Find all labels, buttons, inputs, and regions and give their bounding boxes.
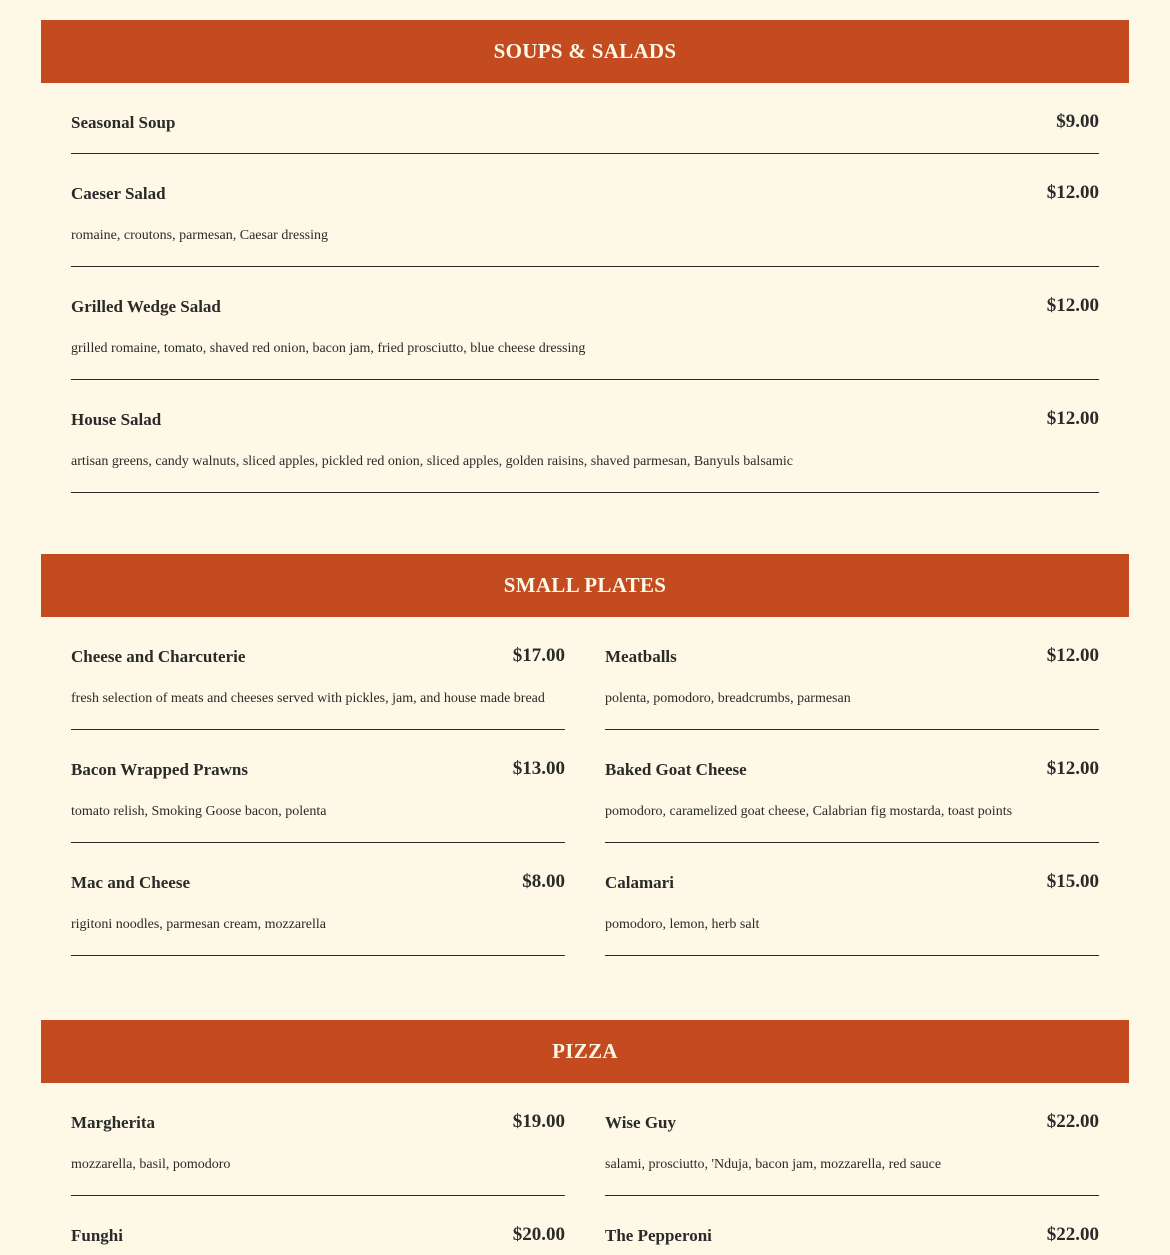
menu-item-funghi bbox=[71, 1226, 565, 1255]
item-price: $20.00 bbox=[512, 1224, 565, 1245]
small-plates-left-column bbox=[71, 647, 565, 956]
menu-item-the-pepperoni bbox=[605, 1226, 1099, 1255]
menu-item-cheese-charcuterie bbox=[71, 647, 565, 730]
item-name: The Pepperoni bbox=[605, 1226, 712, 1245]
section-header-pizza bbox=[41, 1020, 1129, 1083]
item-name: Mac and Cheese bbox=[71, 873, 190, 892]
item-name: Grilled Wedge Salad bbox=[71, 297, 221, 316]
item-description: fresh selection of meats and cheeses served with pickles, jam, and house made bread bbox=[71, 691, 545, 706]
item-name: Margherita bbox=[71, 1113, 156, 1132]
menu-item-grilled-wedge-salad bbox=[71, 297, 1099, 380]
menu-item-margherita bbox=[71, 1113, 565, 1196]
section-title: PIZZA bbox=[552, 1039, 618, 1063]
item-price: $17.00 bbox=[512, 645, 565, 666]
menu-item-calamari bbox=[605, 873, 1099, 956]
menu-item-mac-and-cheese bbox=[71, 873, 565, 956]
item-description: pomodoro, lemon, herb salt bbox=[605, 917, 760, 932]
soups-salads-list bbox=[71, 113, 1099, 493]
item-price: $15.00 bbox=[1046, 871, 1099, 892]
item-price: $22.00 bbox=[1046, 1111, 1099, 1132]
item-name: Baked Goat Cheese bbox=[605, 760, 747, 779]
item-name: Bacon Wrapped Prawns bbox=[71, 760, 248, 779]
item-price: $19.00 bbox=[512, 1111, 565, 1132]
section-header-small-plates bbox=[41, 554, 1129, 617]
menu-item-house-salad bbox=[71, 410, 1099, 493]
item-description: mozzarella, basil, pomodoro bbox=[71, 1157, 231, 1172]
item-description: artisan greens, candy walnuts, sliced apples, pickled red onion, sliced apples, golden raisins, shaved parmesan, Banyuls balsamic bbox=[71, 454, 793, 469]
item-name: Meatballs bbox=[605, 647, 677, 666]
item-description: tomato relish, Smoking Goose bacon, polenta bbox=[71, 804, 327, 819]
item-name: Cheese and Charcuterie bbox=[71, 647, 246, 666]
menu-item-meatballs bbox=[605, 647, 1099, 730]
pizza-left-column bbox=[71, 1113, 565, 1255]
item-description: rigitoni noodles, parmesan cream, mozzarella bbox=[71, 917, 327, 932]
item-name: Wise Guy bbox=[605, 1113, 677, 1132]
item-price: $12.00 bbox=[1046, 408, 1099, 429]
item-price: $12.00 bbox=[1046, 182, 1099, 203]
item-name: House Salad bbox=[71, 410, 162, 429]
item-price: $13.00 bbox=[512, 758, 565, 779]
item-price: $12.00 bbox=[1046, 758, 1099, 779]
item-price: $12.00 bbox=[1046, 295, 1099, 316]
menu-item-seasonal-soup bbox=[71, 113, 1099, 154]
item-price: $9.00 bbox=[1056, 111, 1099, 132]
item-price: $8.00 bbox=[522, 871, 565, 892]
section-title: SMALL PLATES bbox=[503, 573, 667, 597]
item-price: $12.00 bbox=[1046, 645, 1099, 666]
item-name: Caeser Salad bbox=[71, 184, 166, 203]
section-header-soups-salads bbox=[41, 20, 1129, 83]
item-description: romaine, croutons, parmesan, Caesar dressing bbox=[71, 228, 328, 243]
item-name: Seasonal Soup bbox=[71, 113, 176, 132]
section-title: SOUPS & SALADS bbox=[493, 39, 677, 63]
item-price: $22.00 bbox=[1046, 1224, 1099, 1245]
item-name: Calamari bbox=[605, 873, 674, 892]
item-description: pomodoro, caramelized goat cheese, Calabrian fig mostarda, toast points bbox=[605, 804, 1013, 819]
menu-item-caeser-salad bbox=[71, 184, 1099, 267]
item-description: grilled romaine, tomato, shaved red onion, bacon jam, fried prosciutto, blue cheese dressing bbox=[71, 341, 586, 356]
item-description: salami, prosciutto, 'Nduja, bacon jam, mozzarella, red sauce bbox=[605, 1157, 942, 1172]
pizza-right-column bbox=[605, 1113, 1099, 1255]
menu-item-wise-guy bbox=[605, 1113, 1099, 1196]
menu-item-baked-goat-cheese bbox=[605, 760, 1099, 843]
small-plates-right-column bbox=[605, 647, 1099, 956]
item-description: polenta, pomodoro, breadcrumbs, parmesan bbox=[605, 691, 851, 706]
item-name: Funghi bbox=[71, 1226, 123, 1245]
menu-item-bacon-wrapped-prawns bbox=[71, 760, 565, 843]
